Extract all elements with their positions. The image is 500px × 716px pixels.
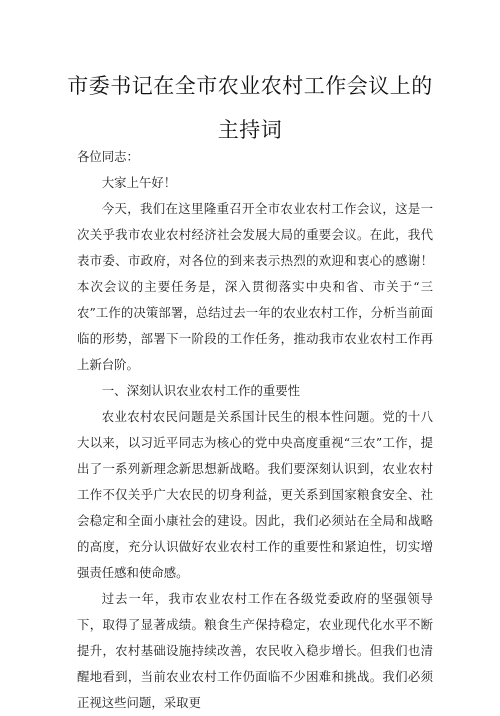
paragraph-opening: 今天，我们在这里隆重召开全市农业农村工作会议，这是一次关乎我市农业农村经济社会发展大局的重要会议。在此，我代表市委、市政府，对各位的到来表示热烈的欢迎和衷心的感谢！本次会议的主要任务是，深入贯彻落实中央和省、市关于“三农”工作的决策部署，总结过去一年的农业农村工作，分析当前面临的形势，部署下一阶段的工作任务，推动我市农业农村工作再上新台阶。 bbox=[77, 201, 433, 372]
greeting: 大家上午好！ bbox=[101, 175, 177, 190]
document-body bbox=[77, 144, 433, 716]
document-title-line-1: 市委书记在全市农业农村工作会议上的 bbox=[67, 74, 433, 98]
document-title-line-2: 主持词 bbox=[217, 118, 283, 142]
section-heading: 一、深刻认识农业农村工作的重要性 bbox=[101, 383, 301, 398]
paragraph-review: 过去一年，我市农业农村工作在各级党委政府的坚强领导下，取得了显著成绩。粮食生产保持稳定，农业现代化水平不断提升，农村基础设施持续改善，农民收入稳步增长。但我们也清醒地看到，当前农业农村工作仍面临不少困难和挑战。我们必须正视这些问题，采取更 bbox=[77, 591, 433, 710]
salutation: 各位同志： bbox=[77, 149, 139, 164]
paragraph-importance: 农业农村农民问题是关系国计民生的根本性问题。党的十八大以来，以习近平同志为核心的党中央高度重视“三农”工作，提出了一系列新理念新思想新战略。我们要深刻认识到，农业农村工作不仅关乎广大农民的切身利益，更关系到国家粮食安全、社会稳定和全面小康社会的建设。因此，我们必须站在全局和战略的高度，充分认识做好农业农村工作的重要性和紧迫性，切实增强责任感和使命感。 bbox=[77, 409, 433, 580]
